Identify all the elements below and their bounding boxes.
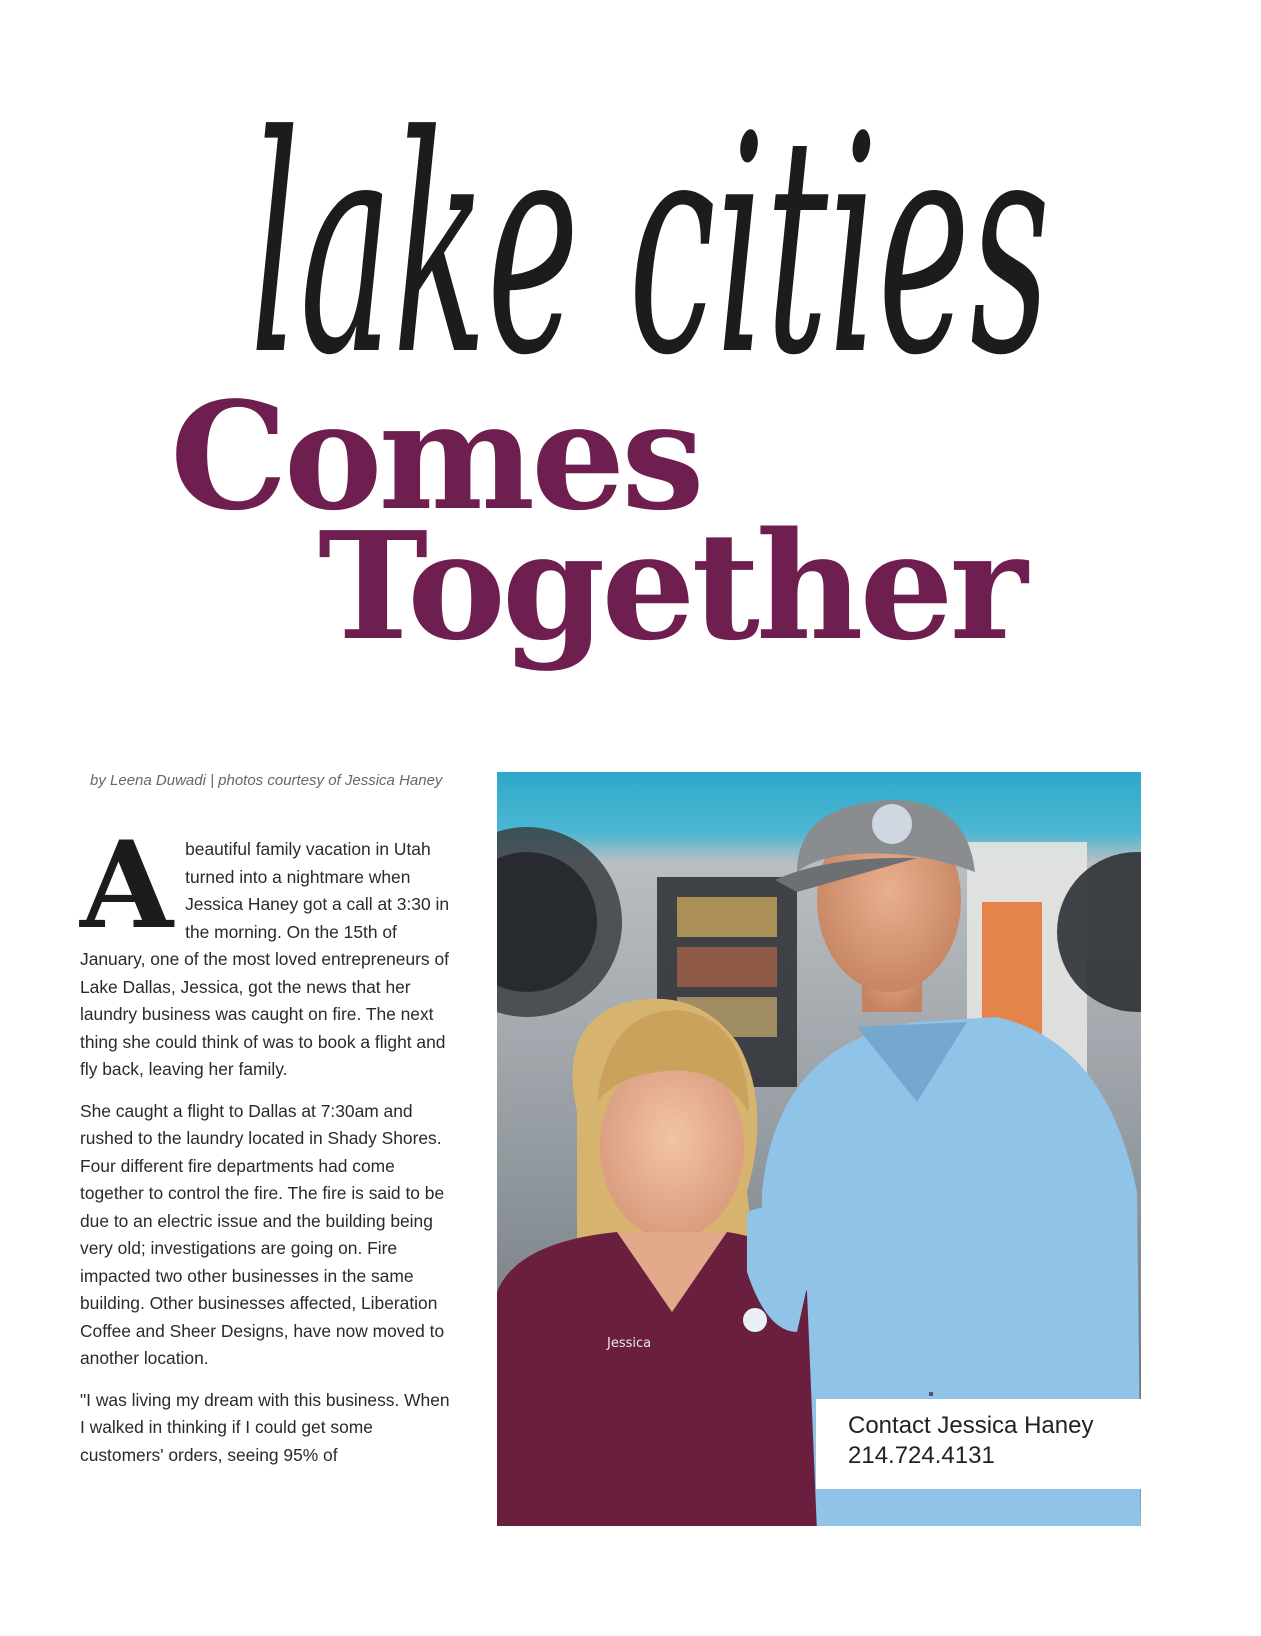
contact-label: Contact Jessica Haney bbox=[848, 1412, 1094, 1439]
article-body bbox=[80, 815, 450, 1483]
contact-box bbox=[816, 1399, 1141, 1489]
headline-line-1: Comes bbox=[170, 369, 701, 543]
article-paragraph-1-text: beautiful family vacation in Utah turned into a nightmare when Jessica Haney got a call at 3:30 in the morning. On the 15th of January, one of the most loved entrepreneurs of Lake Dallas, Jessica, got the news that her laundry business was caught on fire. The next thing she could think of was to book a flight and fly back, leaving her family. bbox=[80, 839, 450, 1079]
headline-line-2: Together bbox=[318, 499, 1024, 673]
article-paragraph-2: She caught a flight to Dallas at 7:30am and rushed to the laundry located in Shady Shores. Four different fire departments had come together to control the fire. The fire is said to be due to an electric issue and the building being very old; investigations are going on. Fire impacted two other businesses in the same building. Other businesses affected, Liberation Coffee and Sheer Designs, have now moved to another location. bbox=[80, 1100, 445, 1368]
article-paragraph-1 bbox=[80, 815, 450, 1084]
article-paragraph-3: "I was living my dream with this business. When I walked in thinking if I could get some customers' orders, seeing 95% of bbox=[80, 1389, 450, 1465]
byline: by Leena Duwadi | photos courtesy of Jessica Haney bbox=[90, 772, 443, 789]
script-title-text: lake cities bbox=[250, 72, 1050, 421]
drop-cap: A bbox=[80, 815, 174, 956]
script-title bbox=[250, 60, 1070, 490]
contact-phone: 214.724.4131 bbox=[848, 1442, 995, 1469]
name-tag: Jessica bbox=[607, 1336, 652, 1351]
